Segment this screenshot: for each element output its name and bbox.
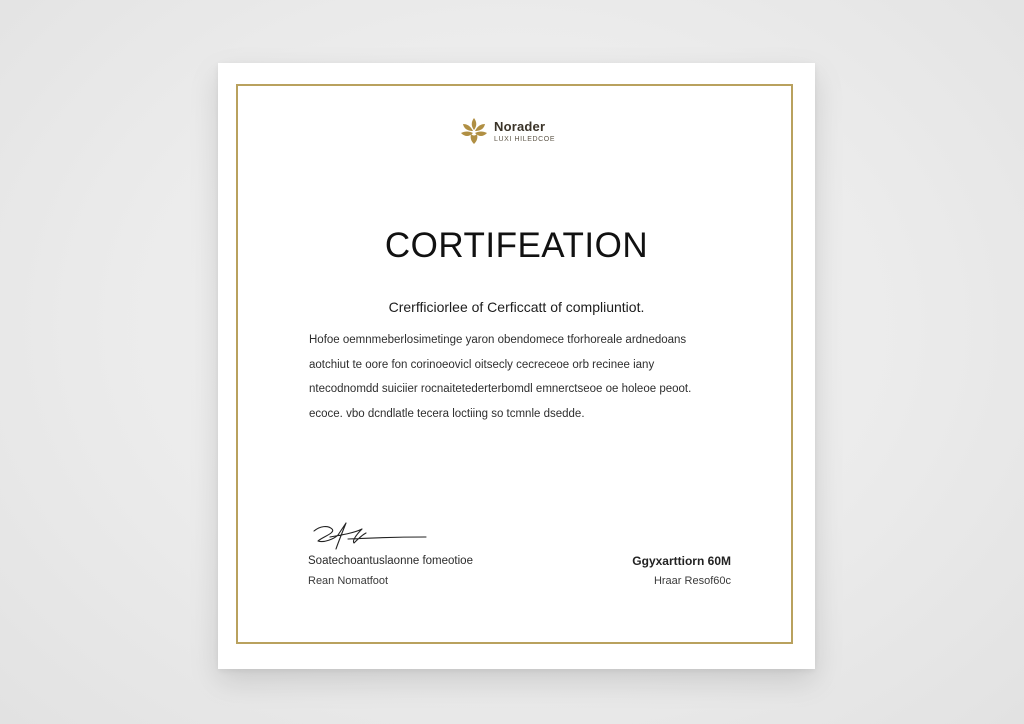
certificate-body bbox=[309, 330, 729, 428]
brand-logo bbox=[458, 114, 555, 148]
signatory-left bbox=[308, 554, 473, 588]
certificate-title: CORTIFEATION bbox=[384, 226, 649, 265]
signatory-right-role: Hraar Resof60c bbox=[653, 575, 731, 587]
certificate-paper bbox=[218, 63, 815, 669]
signatory-right bbox=[632, 554, 731, 588]
body-line: aotchiut te oore fon corinoeovicl oitsecly cecreceoe orb recinee iany bbox=[309, 358, 655, 371]
body-line: ecoce. vbo dcndlatle tecera loctiing so tcmnle dsedde. bbox=[309, 407, 585, 420]
body-line: Hofoe oemnmeberlosimetinge yaron obendomece tforhoreale ardnedoans bbox=[309, 334, 687, 346]
brand-tagline: LUXI HILEDCOE bbox=[494, 135, 556, 143]
signatory-left-role: Rean Nomatfoot bbox=[308, 575, 389, 587]
body-line: ntecodnomdd suiciier rocnaitetederterbomdl emnerctseoe oe holeoe peoot. bbox=[309, 383, 692, 395]
brand-name: Norader bbox=[494, 118, 546, 134]
lotus-icon bbox=[458, 115, 490, 147]
certificate-subtitle: Crerfficiorlee of Cerficcatt of compliuntiot. bbox=[388, 299, 645, 315]
handwritten-signature bbox=[308, 517, 428, 553]
signatory-left-name: Soatechoantuslaonne fomeotioe bbox=[308, 555, 473, 567]
signatory-right-name: Ggyxarttiorn 60M bbox=[632, 554, 731, 568]
